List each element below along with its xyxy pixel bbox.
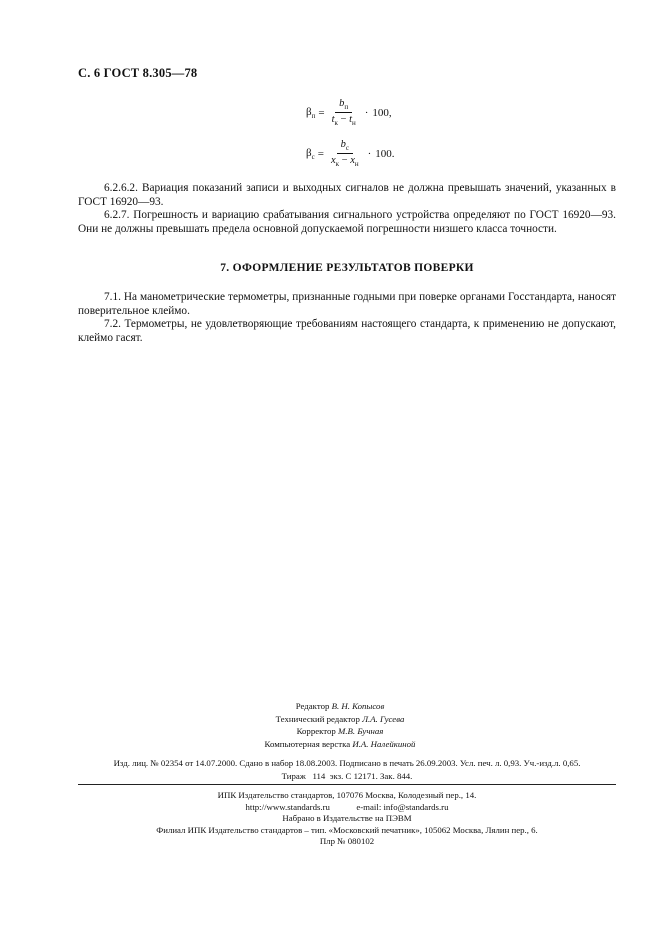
publisher-line: http://www.standards.ru e-mail: info@standards.ru (245, 801, 449, 812)
credit-line: Корректор М.В. Бучная (296, 726, 384, 736)
publisher-line: Плр № 080102 (319, 836, 375, 846)
publisher-block (78, 790, 616, 848)
paragraph-7-2: 7.2. Термометры, не удовлетворяющие требованиям настоящего стандарта, к применению не допускают, клеймо гасят. (78, 318, 616, 344)
formula-equals: = (317, 147, 324, 160)
publisher-line: ИПК Издательство стандартов, 107076 Москва, Колодезный пер., 14. (217, 790, 477, 800)
credit-line: Редактор В. Н. Копысов (295, 701, 385, 711)
formula-beta-c (306, 139, 395, 168)
formula-numerator: $b_п$ (335, 98, 352, 113)
publisher-line: Филиал ИПК Издательство стандартов – тип. «Московский печатник», 105062 Москва, Лялин пер., 6. (156, 824, 538, 835)
formula-multiply: · (367, 147, 372, 160)
formula-lhs: $\beta_п$ (306, 105, 316, 120)
formula-rhs: 100. (375, 147, 395, 160)
paragraph-7-1: 7.1. На манометрические термометры, признанные годными при поверке органами Госстандарта, наносят поверительное клеймо. (78, 291, 616, 317)
formula-fraction (327, 139, 363, 168)
paragraph-6-2-7: 6.2.7. Погрешность и вариацию срабатывания сигнального устройства определяют по ГОСТ 16920—93. Они не должны превышать предела основной допускаемой погрешности низшего класса точности. (78, 209, 616, 235)
page-header: С. 6 ГОСТ 8.305—78 (78, 66, 198, 80)
imprint-block (78, 757, 616, 782)
imprint-line: Тираж 114 экз. С 12171. Зак. 844. (281, 770, 413, 781)
formula-multiply: · (364, 106, 369, 119)
imprint-line: Изд. лиц. № 02354 от 14.07.2000. Сдано в набор 18.08.2003. Подписано в печать 26.09.2003. Усл. печ. л. 0,93. Уч.-изд.л. 0,65. (113, 758, 581, 768)
formula-denominator: $x_к - x_н$ (330, 155, 359, 169)
paragraph-6-2-6-2: 6.2.6.2. Вариация показаний записи и выходных сигналов не должна превышать значений, указанных в ГОСТ 16920—93. (78, 182, 616, 208)
formula-denominator: $t_к - t_н$ (331, 114, 356, 128)
section-title: 7. ОФОРМЛЕНИЕ РЕЗУЛЬТАТОВ ПОВЕРКИ (220, 262, 474, 274)
formula-lhs: $\beta_с$ (306, 146, 315, 161)
formula-fraction (328, 98, 360, 127)
credit-line: Компьютерная верстка И.А. Налейкиной (264, 738, 416, 749)
credit-line: Технический редактор Л.А. Гусева (275, 713, 405, 724)
formula-equals: = (318, 106, 325, 119)
publisher-line: Набрано в Издательстве на ПЭВМ (282, 813, 412, 823)
editorial-credits (200, 700, 480, 750)
formula-beta-p (306, 98, 392, 127)
formula-rhs: 100, (372, 106, 392, 119)
divider-rule (78, 784, 616, 785)
formula-numerator: $b_с$ (337, 139, 353, 154)
